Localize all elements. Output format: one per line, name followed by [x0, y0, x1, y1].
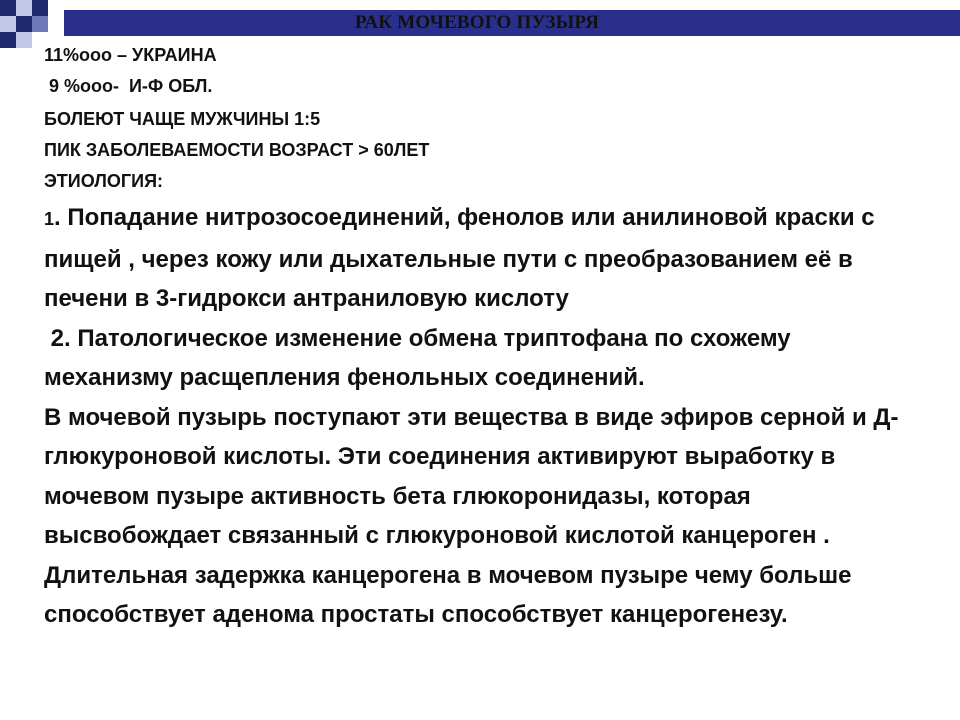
corner-square	[0, 16, 16, 32]
stat-gender-ratio: БОЛЕЮТ ЧАЩЕ МУЖЧИНЫ 1:5	[44, 109, 321, 129]
stat-peak-age: ПИК ЗАБОЛЕВАЕМОСТИ ВОЗРАСТ > 60ЛЕТ	[44, 140, 430, 160]
stat-region: 9 %ооо- И-Ф ОБЛ.	[44, 76, 213, 96]
corner-square	[0, 32, 16, 48]
corner-square	[32, 0, 48, 16]
etiology-item-2: 2. Патологическое изменение обмена триптофана по схожему механизму расщепления фенольных соединений.	[44, 324, 798, 391]
corner-square	[16, 32, 32, 48]
corner-square	[16, 0, 32, 16]
corner-square	[16, 16, 32, 32]
etiology-item-1	[44, 198, 924, 319]
item-text: . Попадание нитрозосоединений, фенолов или анилиновой краски с пищей , через кожу или дыхательные пути с преобразованием её в печени в 3-гидрокси антраниловую кислоту	[44, 204, 875, 312]
stat-ukraine: 11%ооо – УКРАИНА	[44, 45, 217, 65]
etiology-item-3: В мочевой пузырь поступают эти вещества в виде эфиров серной и Д-глюкуроновой кислоты. Эти соединения активируют выработку в мочевом пузыре активность бета глюкоронидазы, которая высвобождает связанный с глюкуроновой кислотой канцероген . Длительная задержка канцерогена в мочевом пузыре чему больше способствует аденома простаты способствует канцерогенезу.	[44, 403, 899, 628]
corner-square	[32, 16, 48, 32]
etiology-heading: ЭТИОЛОГИЯ:	[44, 171, 163, 191]
item-number: 1	[44, 209, 55, 229]
corner-square	[0, 0, 16, 16]
slide-title: РАК МОЧЕВОГО ПУЗЫРЯ	[355, 12, 600, 33]
etiology-body	[44, 198, 924, 635]
